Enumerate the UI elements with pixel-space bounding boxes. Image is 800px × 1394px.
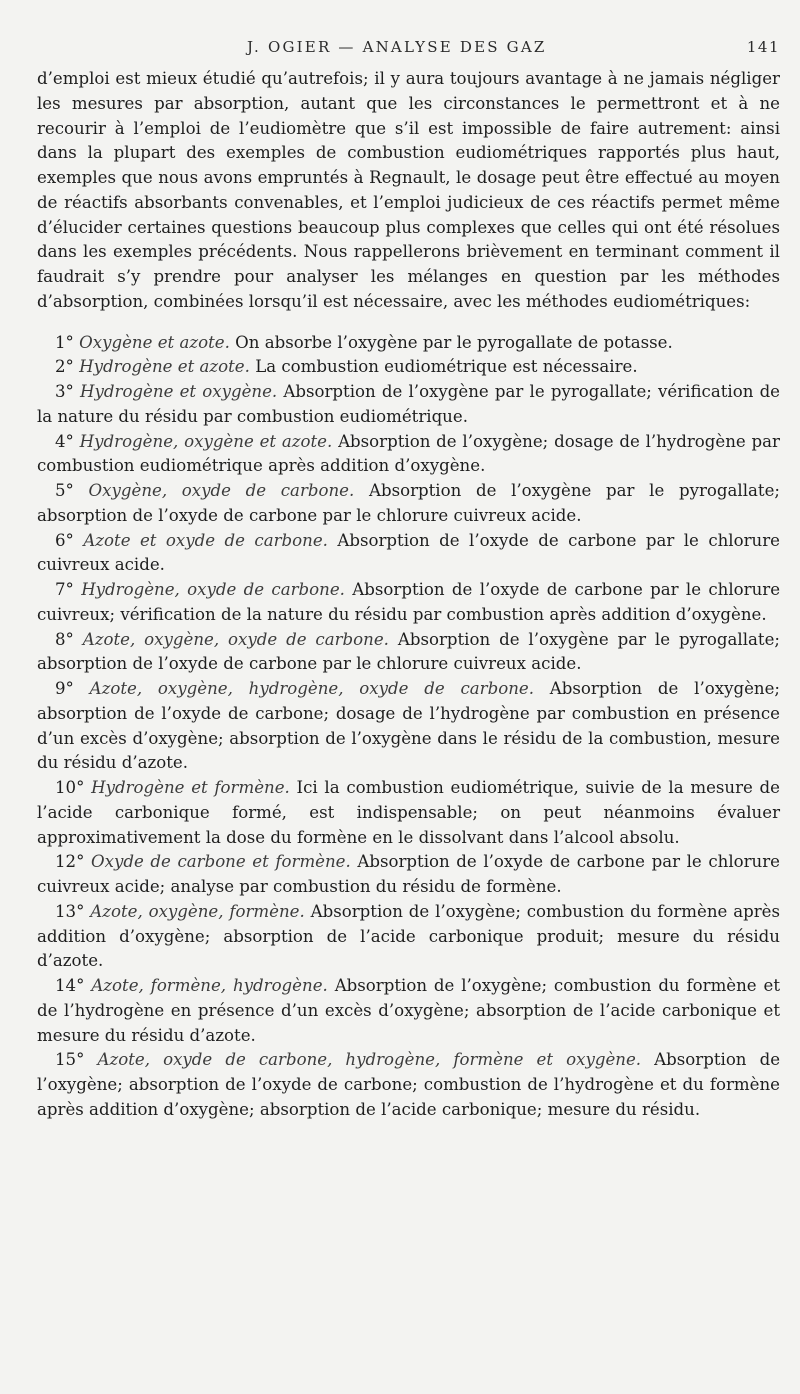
gas-mixture: Hydrogène, oxygène et azote.	[79, 431, 333, 451]
gas-mixture: Hydrogène, oxyde de carbone.	[81, 580, 345, 599]
analysis-method-list	[37, 331, 780, 1123]
method-text: Absorption de l’oxygène; combustion du formène après addition d’oxygène; absorption de l’acide carbonique produit; mesure du résidu d’azote.	[37, 901, 780, 971]
list-item	[37, 628, 780, 678]
list-item	[37, 380, 780, 430]
gas-mixture: Oxygène et azote.	[79, 332, 230, 352]
list-item	[37, 900, 780, 974]
method-text: Absorption de l’oxygène; dosage de l’hydrogène par combustion eudiométrique après addition d’oxygène.	[37, 431, 780, 476]
list-item	[37, 776, 780, 850]
page-number: 141	[746, 38, 780, 56]
gas-mixture: Azote, oxygène, hydrogène, oxyde de carbone.	[89, 679, 534, 698]
item-number: 9°	[55, 679, 74, 698]
running-title: J. OGIER — ANALYSE DES GAZ	[247, 38, 547, 56]
item-number: 5°	[55, 481, 74, 500]
list-item	[37, 974, 780, 1048]
gas-mixture: Azote, oxygène, oxyde de carbone.	[82, 629, 389, 649]
item-number: 1°	[55, 332, 74, 352]
item-number: 13°	[55, 901, 85, 921]
method-text: Absorption de l’oxygène; combustion du formène et de l’hydrogène en présence d’un excès d’oxygène; absorption de l’acide carbonique et mesure du résidu d’azote.	[37, 976, 781, 1045]
body-text	[37, 67, 780, 1123]
gas-mixture: Oxyde de carbone et formène.	[91, 852, 351, 872]
gas-mixture: Azote et oxyde de carbone.	[83, 530, 328, 550]
method-text: Absorption de l’oxyde de carbone par le chlorure cuivreux; vérification de la nature du résidu par combustion après addition d’oxygène.	[37, 580, 781, 624]
item-number: 3°	[55, 382, 74, 401]
gas-mixture: Hydrogène et azote.	[79, 357, 250, 377]
running-head	[0, 38, 800, 62]
gas-mixture: Azote, formène, hydrogène.	[91, 976, 328, 995]
gas-mixture: Azote, oxyde de carbone, hydrogène, formène et oxygène.	[97, 1050, 642, 1070]
item-number: 14°	[55, 976, 85, 995]
gas-mixture: Azote, oxygène, formène.	[90, 901, 305, 921]
method-text: Absorption de l’oxygène par le pyrogallate; absorption de l’oxyde de carbone par le chlorure cuivreux acide.	[37, 629, 780, 674]
intro-paragraph: d’emploi est mieux étudié qu’autrefois; il y aura toujours avantage à ne jamais négliger les mesures par absorption, autant que les circonstances le permettront et à ne recourir à l’emploi de l’eudiomètre que s’il est impossible de faire autrement: ainsi dans la plupart des exemples de combustion eudiométriques rapportés plus haut, exemples que nous avons empruntés à Regnault, le dosage peut être effectué au moyen de réactifs absorbants convenables, et l’emploi judicieux de ces réactifs permet même d’élucider certaines questions beaucoup plus complexes que celles qui ont été résolues dans les exemples précédents. Nous rappellerons brièvement en terminant comment il faudrait s’y prendre pour analyser les mélanges en question par les méthodes d’absorption, combinées lorsqu’il est nécessaire, avec les méthodes eudiométriques:	[37, 69, 780, 311]
list-item	[37, 479, 780, 529]
item-number: 10°	[55, 778, 85, 797]
method-text: Absorption de l’oxygène; absorption de l’oxyde de carbone; dosage de l’hydrogène par combustion en présence d’un excès d’oxygène; absorption de l’oxygène dans le résidu de la combustion, mesure du résidu d’azote.	[37, 679, 780, 773]
method-text: On absorbe l’oxygène par le pyrogallate de potasse.	[235, 332, 673, 352]
method-text: Absorption de l’oxygène par le pyrogallate; vérification de la nature du résidu par combustion eudiométrique.	[37, 382, 781, 426]
list-item	[37, 578, 780, 628]
method-text: Absorption de l’oxyde de carbone par le chlorure cuivreux acide.	[37, 530, 780, 575]
method-text: Absorption de l’oxygène; absorption de l’oxyde de carbone; combustion de l’hydrogène et du formène après addition d’oxygène; absorption de l’acide carbonique; mesure du résidu.	[37, 1050, 781, 1119]
list-item	[37, 355, 780, 380]
item-number: 2°	[55, 357, 74, 377]
method-text: Absorption de l’oxygène par le pyrogallate; absorption de l’oxyde de carbone par le chlorure cuivreux acide.	[37, 481, 780, 525]
method-text: Ici la combustion eudiométrique, suivie de la mesure de l’acide carbonique formé, est indispensable; on peut néanmoins évaluer approximativement la dose du formène en le dissolvant dans l’alcool absolu.	[37, 778, 781, 847]
list-item	[37, 430, 780, 480]
item-number: 7°	[55, 580, 74, 599]
list-item	[37, 850, 780, 900]
method-text: La combustion eudiométrique est nécessaire.	[255, 357, 638, 377]
gas-mixture: Hydrogène et oxygène.	[80, 382, 278, 401]
gas-mixture: Hydrogène et formène.	[91, 778, 290, 797]
method-text: Absorption de l’oxyde de carbone par le chlorure cuivreux acide; analyse par combustion du résidu de formène.	[37, 852, 780, 896]
item-number: 6°	[55, 530, 74, 550]
item-number: 8°	[55, 629, 74, 649]
list-item	[37, 331, 780, 356]
item-number: 15°	[55, 1050, 85, 1070]
item-number: 4°	[55, 431, 74, 451]
list-item	[37, 677, 780, 776]
list-item	[37, 529, 780, 579]
list-item	[37, 1048, 780, 1122]
item-number: 12°	[55, 852, 85, 872]
gas-mixture: Oxygène, oxyde de carbone.	[88, 481, 355, 500]
